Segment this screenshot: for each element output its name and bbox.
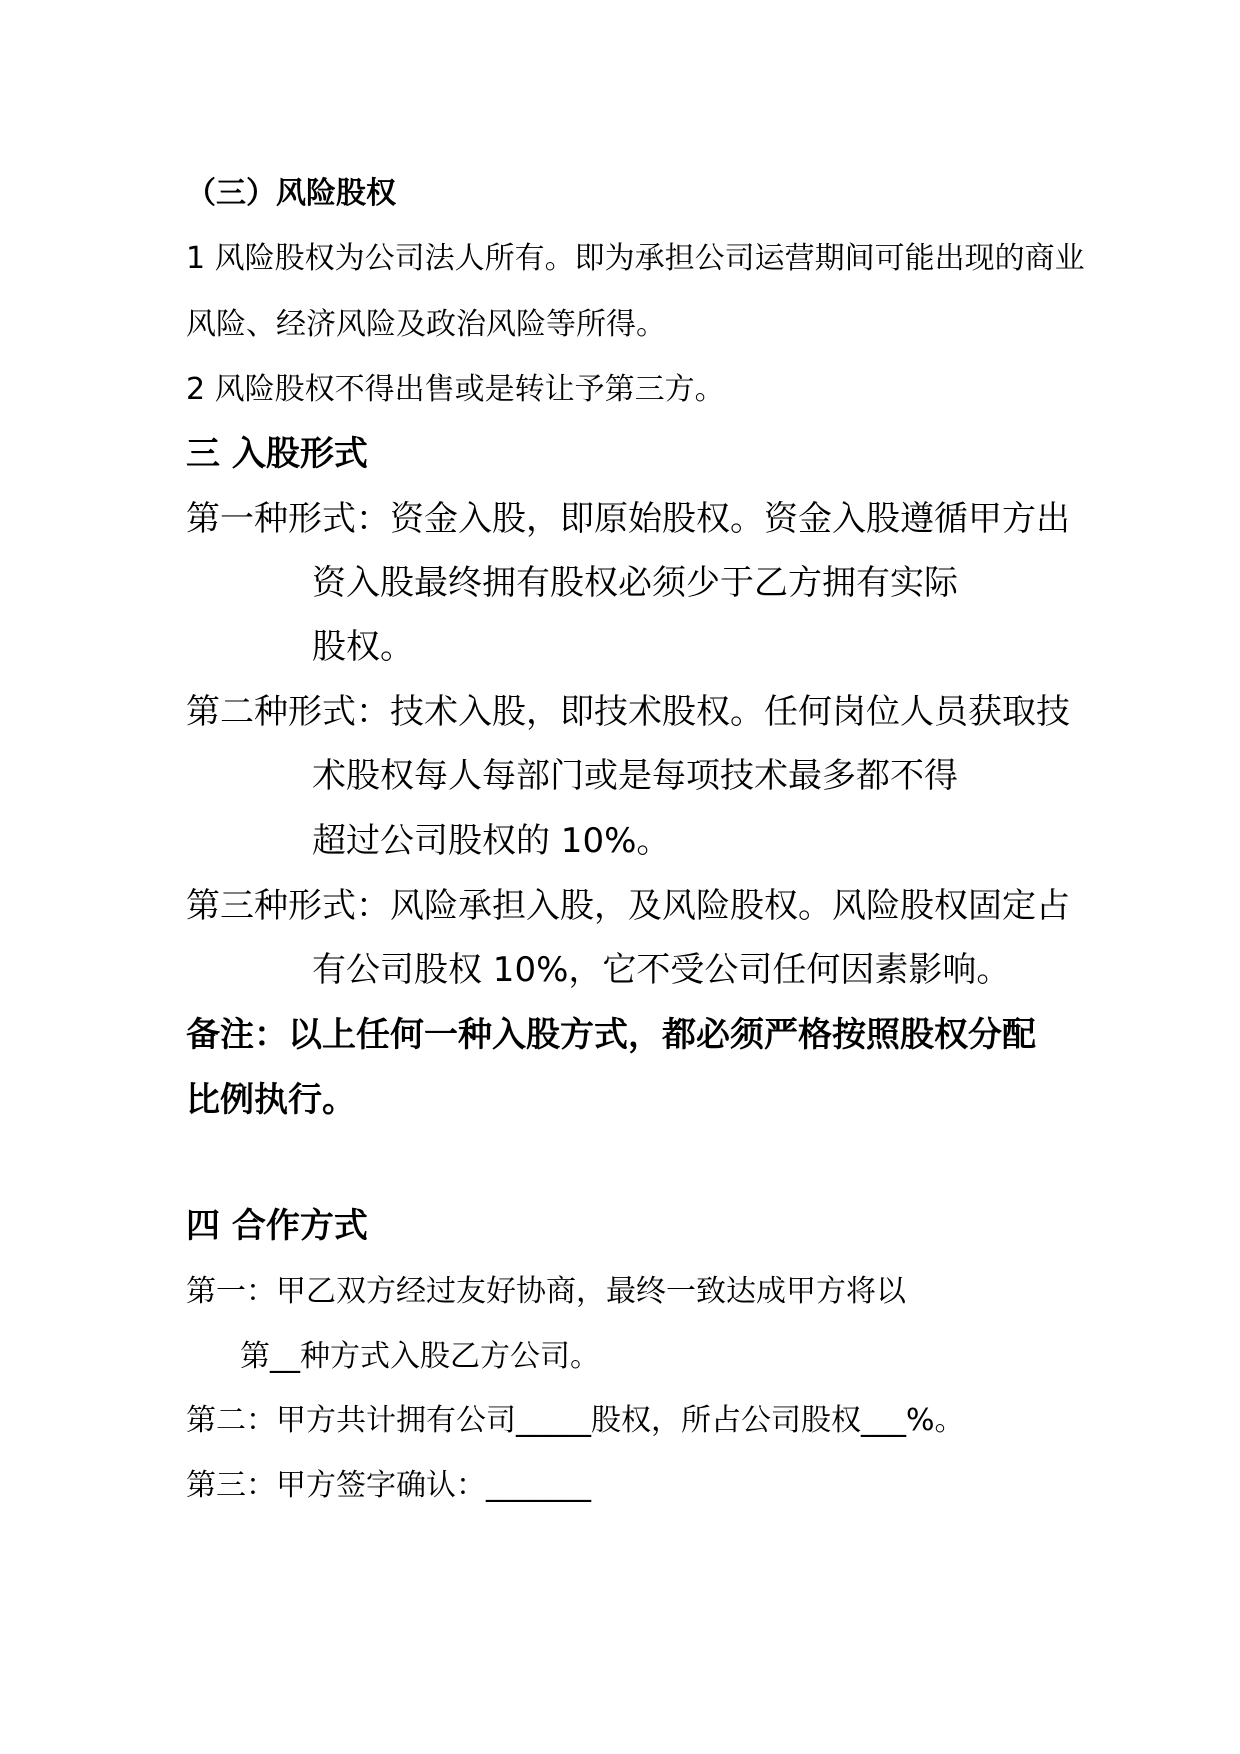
share-form-2-line-2: 术股权每人每部门或是每项技术最多都不得 [312,756,958,796]
risk-equity-item-1-line-2: 风险、经济风险及政治风险等所得。 [186,307,666,342]
risk-equity-item-1-line-1: 1 风险股权为公司法人所有。即为承担公司运营期间可能出现的商业 [186,241,1085,276]
share-form-1-line-2: 资入股最终拥有股权必须少于乙方拥有实际 [312,563,958,603]
share-form-3-line-2: 有公司股权 10%，它不受公司任何因素影响。 [312,950,1011,990]
section-heading-cooperation: 四 合作方式 [186,1206,368,1246]
share-forms-note-line-2: 比例执行。 [186,1080,356,1120]
share-form-1-line-3: 股权。 [312,627,414,667]
cooperation-item-1-line-1: 第一：甲乙双方经过友好协商，最终一致达成甲方将以 [186,1274,906,1309]
share-form-2-line-3: 超过公司股权的 10%。 [312,821,671,861]
share-forms-note-line-1: 备注：以上任何一种入股方式，都必须严格按照股权分配 [186,1015,1036,1055]
share-form-3-line-1: 第三种形式：风险承担入股，及风险股权。风险股权固定占 [186,886,1070,926]
risk-equity-item-2: 2 风险股权不得出售或是转让予第三方。 [186,372,725,407]
cooperation-item-1-line-2: 第__种方式入股乙方公司。 [240,1339,600,1374]
section-heading-share-forms: 三 入股形式 [186,434,368,474]
cooperation-item-2: 第二：甲方共计拥有公司_____股权，所占公司股权___%。 [186,1403,965,1438]
subsection-heading-risk-equity: （三）风险股权 [186,176,396,211]
share-form-2-line-1: 第二种形式：技术入股，即技术股权。任何岗位人员获取技 [186,692,1070,732]
cooperation-item-3-signature: 第三：甲方签字确认：_______ [186,1468,591,1503]
share-form-1-line-1: 第一种形式：资金入股，即原始股权。资金入股遵循甲方出 [186,499,1070,539]
